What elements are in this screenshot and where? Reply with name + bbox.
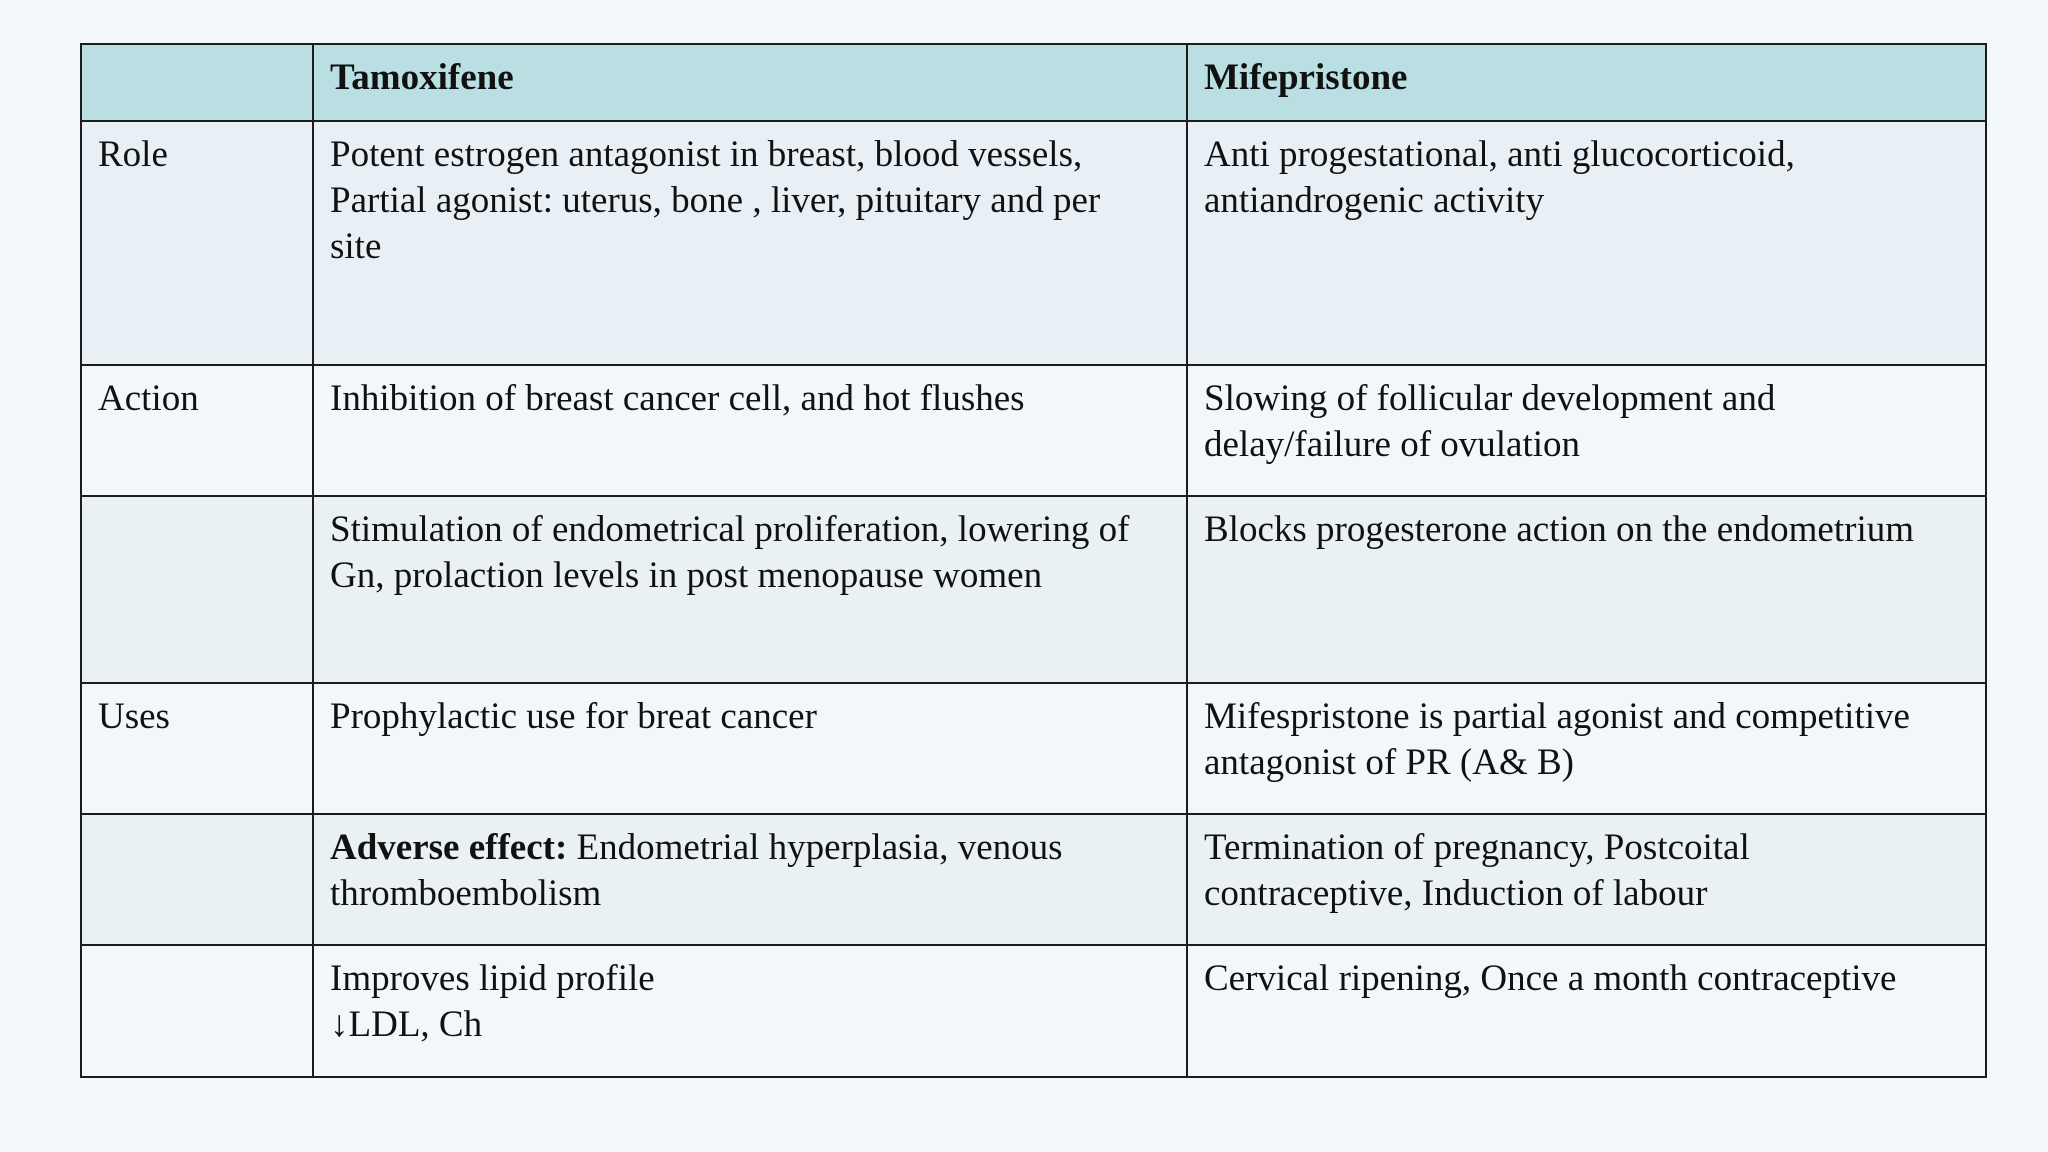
row-label: Action: [81, 365, 313, 496]
tamoxifene-cell: Potent estrogen antagonist in breast, blood vessels, Partial agonist: uterus, bone , liver, pituitary and per site: [313, 121, 1187, 365]
table-row: [81, 814, 1986, 945]
table-row: [81, 945, 1986, 1077]
tamoxifene-cell: Stimulation of endometrical proliferation, lowering of Gn, prolaction levels in post menopause women: [313, 496, 1187, 683]
table-row: [81, 121, 1986, 365]
tamoxifene-cell: [313, 814, 1187, 945]
header-tamoxifene: Tamoxifene: [313, 44, 1187, 121]
mifepristone-cell: Slowing of follicular development and delay/failure of ovulation: [1187, 365, 1986, 496]
header-mifepristone: Mifepristone: [1187, 44, 1986, 121]
adverse-effect-text: Endometrial hyperplasia, venous thromboembolism: [330, 827, 1063, 914]
row-label: Uses: [81, 683, 313, 814]
mifepristone-cell: Cervical ripening, Once a month contraceptive: [1187, 945, 1986, 1077]
adverse-effect-label: Adverse effect:: [330, 827, 568, 868]
table-row: [81, 496, 1986, 683]
mifepristone-cell: Anti progestational, anti glucocorticoid, antiandrogenic activity: [1187, 121, 1986, 365]
header-row: [81, 44, 1986, 121]
tamoxifene-cell: Prophylactic use for breat cancer: [313, 683, 1187, 814]
tamoxifene-cell: Inhibition of breast cancer cell, and hot flushes: [313, 365, 1187, 496]
table-row: [81, 683, 1986, 814]
table-row: [81, 365, 1986, 496]
row-label: [81, 496, 313, 683]
header-empty-cell: [81, 44, 313, 121]
row-label: Role: [81, 121, 313, 365]
tamoxifene-cell: Improves lipid profile ↓LDL, Ch: [313, 945, 1187, 1077]
comparison-table: [80, 43, 1987, 1078]
row-label: [81, 814, 313, 945]
mifepristone-cell: Blocks progesterone action on the endometrium: [1187, 496, 1986, 683]
mifepristone-cell: Termination of pregnancy, Postcoital contraceptive, Induction of labour: [1187, 814, 1986, 945]
row-label: [81, 945, 313, 1077]
mifepristone-cell: Mifespristone is partial agonist and competitive antagonist of PR (A& B): [1187, 683, 1986, 814]
